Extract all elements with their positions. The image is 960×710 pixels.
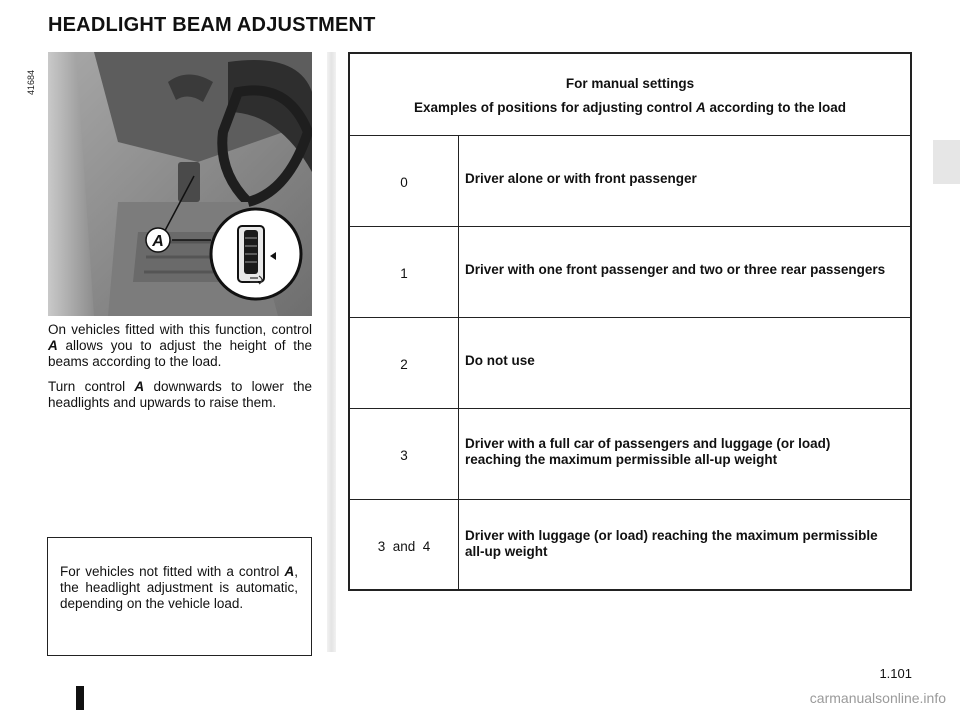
note-box — [47, 537, 312, 656]
control-ref: A — [284, 564, 295, 579]
dashboard-photo — [48, 52, 312, 316]
description-cell: Driver alone or with front passenger — [465, 171, 697, 186]
position-cell: 0 — [350, 136, 459, 226]
table-subheading: Examples of positions for adjusting control A according to the load — [413, 100, 847, 115]
table-row — [350, 500, 910, 591]
table-heading: For manual settings — [565, 76, 695, 91]
figure-code: 41684 — [26, 69, 36, 95]
position-cell: 3 and 4 — [350, 500, 459, 591]
table-row — [350, 136, 910, 227]
control-ref: A — [134, 379, 145, 394]
position-cell: 1 — [350, 227, 459, 317]
table-header — [350, 54, 910, 136]
page-title: HEADLIGHT BEAM ADJUSTMENT — [48, 14, 376, 36]
watermark: carmanualsonline.info — [809, 690, 946, 706]
description-cell: Driver with luggage (or load) reaching the maximum permissible all-up weight — [465, 527, 878, 559]
intro-paragraph: On vehicles fitted with this function, control A allows you to adjust the height of the beams according to the load. — [48, 322, 312, 369]
instruction-paragraph: Turn control A downwards to lower the headlights and upwards to raise them. — [48, 379, 313, 410]
table-row — [350, 227, 910, 318]
callout-label-a: A — [152, 233, 164, 250]
control-ref: A — [48, 338, 58, 353]
control-ref: A — [696, 100, 706, 115]
table-row — [350, 409, 910, 500]
page-number: 1.101 — [879, 666, 912, 681]
column-divider — [327, 52, 336, 652]
description-cell: Driver with one front passenger and two or three rear passengers — [465, 262, 886, 277]
table-row — [350, 318, 910, 409]
crop-mark — [76, 686, 84, 710]
settings-table — [348, 52, 912, 591]
description-cell: Driver with a full car of passengers and luggage (or load) reaching the maximum permissible all-up weight — [465, 436, 831, 467]
note-text: For vehicles not fitted with a control A, the headlight adjustment is automatic, depending on the vehicle load. — [60, 564, 298, 611]
dashboard-illustration — [48, 52, 312, 316]
position-cell: 3 — [350, 409, 459, 499]
section-tab — [933, 140, 960, 184]
position-cell: 2 — [350, 318, 459, 408]
description-cell: Do not use — [465, 353, 535, 368]
